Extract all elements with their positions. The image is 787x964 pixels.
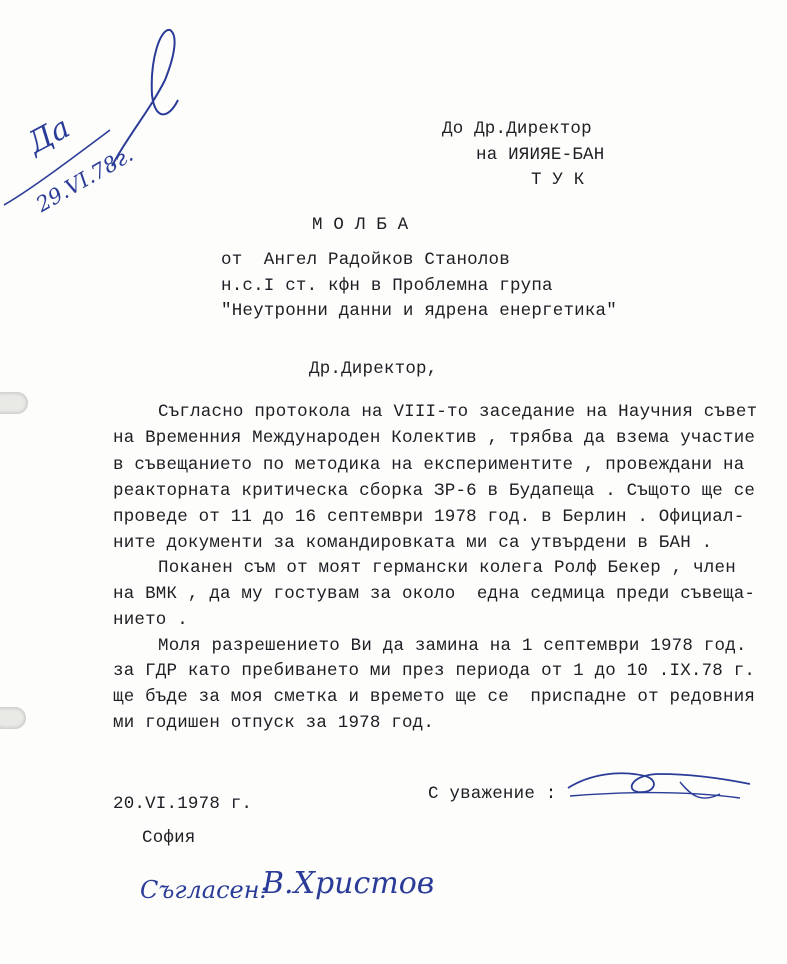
document-title: М О Л Б А xyxy=(312,215,409,235)
addressee-line-3: Т У К xyxy=(531,170,585,190)
body-line: Съгласно протокола на VIII-то заседание на Научния съвет xyxy=(158,402,758,422)
handwritten-resolution: Да xyxy=(22,110,76,161)
body-line: на ВМК , да му гостувам за около една седмица преди съвеща- xyxy=(113,584,756,604)
sender-line-1: от Ангел Радойков Станолов xyxy=(221,250,510,270)
body-line: на Временния Международен Колектив , трябва да взема участие xyxy=(113,428,756,448)
document-place: София xyxy=(142,828,196,848)
handwritten-agreed-signature: В.Христов xyxy=(262,866,435,901)
sender-line-3: "Неутронни данни и ядрена енергетика" xyxy=(221,301,617,321)
closing: С уважение : xyxy=(428,784,557,804)
handwritten-agreed-note: Съгласен: xyxy=(140,876,268,904)
body-line: проведе от 11 до 16 септември 1978 год. в Берлин . Официал- xyxy=(113,507,745,527)
body-line: ми годишен отпуск за 1978 год. xyxy=(113,713,435,733)
body-line: ще бъде за моя сметка и времето ще се приспадне от редовния xyxy=(113,687,756,707)
handwritten-resolution-date: 29.VI.78г. xyxy=(32,142,138,217)
body-line: ните документи за командировката ми са утвърдени в БАН . xyxy=(113,533,713,553)
body-line: в съвещанието по методика на експериментите , провеждани на xyxy=(113,455,745,475)
body-line: нието . xyxy=(113,610,188,630)
body-line: реакторната критическа сборка ЗР-6 в Будапеща . Същото ще се xyxy=(113,481,756,501)
sender-line-2: н.с.I ст. кфн в Проблемна група xyxy=(221,276,553,296)
body-line: Моля разрешението Ви да замина на 1 септември 1978 год. xyxy=(158,636,747,656)
addressee-line-2: на ИЯИЯЕ-БАН xyxy=(476,145,605,165)
body-line: за ГДР като пребиването ми през периода от 1 до 10 .IX.78 г. xyxy=(113,661,756,681)
salutation: Др.Директор, xyxy=(309,359,438,379)
addressee-line-1: До Др.Директор xyxy=(442,119,592,139)
applicant-signature xyxy=(560,764,760,814)
body-line: Поканен съм от моят германски колега Ролф Бекер , член xyxy=(158,558,736,578)
document-date: 20.VI.1978 г. xyxy=(113,794,253,814)
